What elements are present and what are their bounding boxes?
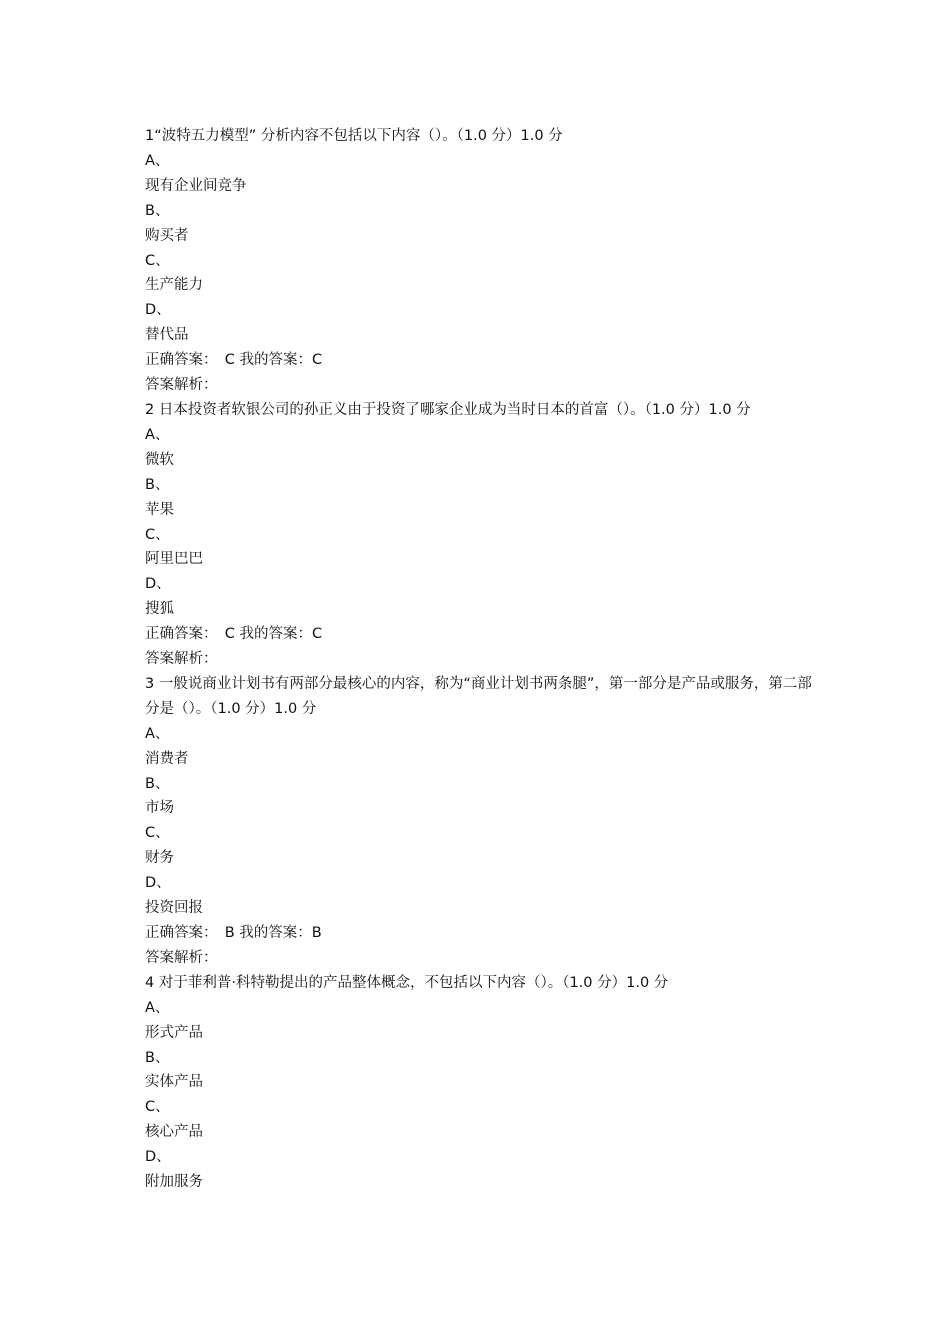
question-3-option-d-letter: D、 bbox=[145, 875, 171, 892]
question-4-option-d-text: 附加服务 bbox=[145, 1174, 203, 1191]
question-2-stem: 2 日本投资者软银公司的孙正义由于投资了哪家企业成为当时日本的首富（）。（1.0 分）1.0 分 bbox=[145, 401, 751, 418]
question-1-option-a-letter: A、 bbox=[145, 152, 170, 169]
question-3-analysis: 答案解析： bbox=[145, 949, 218, 966]
question-2-option-d-letter: D、 bbox=[145, 576, 171, 593]
question-3-option-c-text: 财务 bbox=[145, 850, 174, 867]
question-2-option-b-letter: B、 bbox=[145, 476, 170, 493]
question-3-option-b-letter: B、 bbox=[145, 775, 170, 792]
question-2-option-a-text: 微软 bbox=[145, 451, 174, 468]
question-3-option-d-text: 投资回报 bbox=[145, 900, 203, 917]
question-1-option-d-letter: D、 bbox=[145, 302, 171, 319]
question-1-stem: 1“波特五力模型” 分析内容不包括以下内容（）。（1.0 分）1.0 分 bbox=[145, 128, 563, 144]
question-4-option-a-text: 形式产品 bbox=[145, 1024, 203, 1041]
question-1-option-b-text: 购买者 bbox=[145, 227, 189, 244]
question-2-option-d-text: 搜狐 bbox=[145, 601, 174, 618]
question-2-option-c-text: 阿里巴巴 bbox=[145, 551, 203, 568]
question-4-option-b-text: 实体产品 bbox=[145, 1074, 203, 1091]
question-2-analysis: 答案解析： bbox=[145, 651, 218, 668]
question-2-option-b-text: 苹果 bbox=[145, 501, 174, 518]
question-2-answer: 正确答案： C 我的答案：C bbox=[145, 626, 323, 643]
question-4-option-a-letter: A、 bbox=[145, 999, 170, 1016]
question-4-stem: 4 对于菲利普·科特勒提出的产品整体概念，不包括以下内容（）。（1.0 分）1.0 分 bbox=[145, 974, 669, 991]
question-1-option-b-letter: B、 bbox=[145, 202, 170, 219]
question-3-option-a-text: 消费者 bbox=[145, 750, 189, 767]
question-1-option-d-text: 替代品 bbox=[145, 327, 189, 344]
question-1-analysis: 答案解析： bbox=[145, 377, 218, 394]
question-1-option-c-letter: C、 bbox=[145, 252, 170, 269]
question-3-stem: 3 一般说商业计划书有两部分最核心的内容，称为“商业计划书两条腿”，第一部分是产品或服务，第二部分是（）。（1.0 分）1.0 分 bbox=[145, 675, 812, 717]
question-3-option-b-text: 市场 bbox=[145, 800, 174, 817]
question-1-option-a-text: 现有企业间竞争 bbox=[145, 177, 247, 194]
question-2-option-a-letter: A、 bbox=[145, 426, 170, 443]
question-4-option-d-letter: D、 bbox=[145, 1149, 171, 1166]
question-1-option-c-text: 生产能力 bbox=[145, 277, 203, 294]
question-3-option-c-letter: C、 bbox=[145, 825, 170, 842]
question-3-answer: 正确答案： B 我的答案：B bbox=[145, 925, 322, 941]
question-1-answer: 正确答案： C 我的答案：C bbox=[145, 352, 323, 369]
question-4-option-c-text: 核心产品 bbox=[145, 1124, 203, 1141]
question-2-option-c-letter: C、 bbox=[145, 526, 170, 543]
question-4-option-c-letter: C、 bbox=[145, 1099, 170, 1116]
question-3-option-a-letter: A、 bbox=[145, 725, 170, 742]
question-4-option-b-letter: B、 bbox=[145, 1049, 170, 1066]
document-page bbox=[145, 124, 815, 1195]
